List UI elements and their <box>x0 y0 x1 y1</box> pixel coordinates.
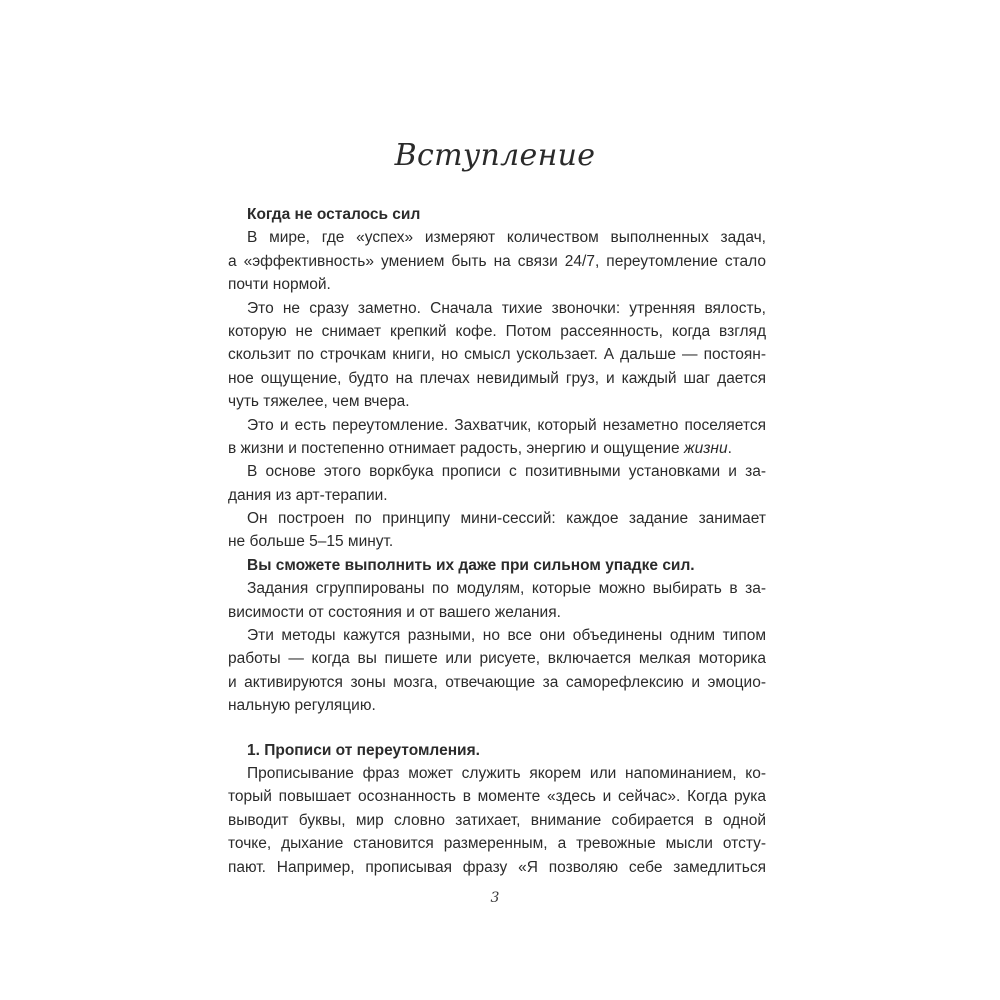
section-heading: Когда не осталось сил <box>247 206 421 223</box>
paragraph-line: точке, дыхание становится размеренным, а тревожные мысли отсту- <box>228 835 766 853</box>
paragraph-line: Эти методы кажутся разными, но все они объединены одним типом <box>247 627 766 645</box>
paragraph-line: ное ощущение, будто на плечах невидимый груз, и каждый шаг дается <box>228 369 766 387</box>
paragraph-line: работы — когда вы пишете или рисуете, включается мелкая моторика <box>228 650 766 668</box>
paragraph-line: Это не сразу заметно. Сначала тихие звоночки: утренняя вялость, <box>247 299 766 317</box>
section-gap <box>228 718 766 739</box>
paragraph-line: а «эффективность» умением быть на связи 24/7, переутомление стало <box>228 252 766 270</box>
paragraph-line: Прописывание фраз может служить якорем или напоминанием, ко- <box>247 764 766 782</box>
paragraph-line: В основе этого воркбука прописи с позитивными установками и за- <box>247 463 766 481</box>
paragraph-line: скользит по строчкам книги, но смысл ускользает. А дальше — постоян- <box>228 346 766 364</box>
paragraph-line: пают. Например, прописывая фразу «Я позволяю себе замедлиться <box>228 858 766 876</box>
paragraph-line: которую не снимает крепкий кофе. Потом рассеянность, когда взгляд <box>228 322 766 340</box>
paragraph-line: Задания сгруппированы по модулям, которые можно выбирать в за- <box>247 580 766 598</box>
paragraph-line <box>228 437 766 460</box>
paragraph-line: торый повышает осознанность в моменте «здесь и сейчас». Когда рука <box>228 788 766 806</box>
paragraph-line: выводит буквы, мир словно затихает, внимание собирается в одной <box>228 811 766 829</box>
chapter-title: Вступление <box>394 138 596 173</box>
paragraph-line: и активируются зоны мозга, отвечающие за саморефлексию и эмоцио- <box>228 673 766 691</box>
body-text <box>228 203 766 879</box>
paragraph-line: висимости от состояния и от вашего желания. <box>228 603 561 621</box>
paragraph-line: Он построен по принципу мини-сессий: каждое задание занимает <box>247 510 766 528</box>
paragraph-line: нальную регуляцию. <box>228 697 376 715</box>
paragraph-line: не больше 5–15 минут. <box>228 533 394 551</box>
text-fragment: . <box>727 439 732 457</box>
paragraph-line: почти нормой. <box>228 276 331 294</box>
italic-word: жизни <box>683 439 728 457</box>
paragraph-line: Это и есть переутомление. Захватчик, который незаметно поселяется <box>247 416 766 434</box>
text-fragment: в жизни и постепенно отнимает радость, энергию и ощущение <box>228 439 684 457</box>
paragraph-line: В мире, где «успех» измеряют количеством выполненных задач, <box>247 229 766 247</box>
page-number: 3 <box>490 890 500 906</box>
section-heading: 1. Прописи от переутомления. <box>247 741 480 759</box>
paragraph-line: дания из арт-терапии. <box>228 486 388 504</box>
bold-statement: Вы сможете выполнить их даже при сильном упадке сил. <box>247 556 695 574</box>
paragraph-line: чуть тяжелее, чем вчера. <box>228 393 410 411</box>
